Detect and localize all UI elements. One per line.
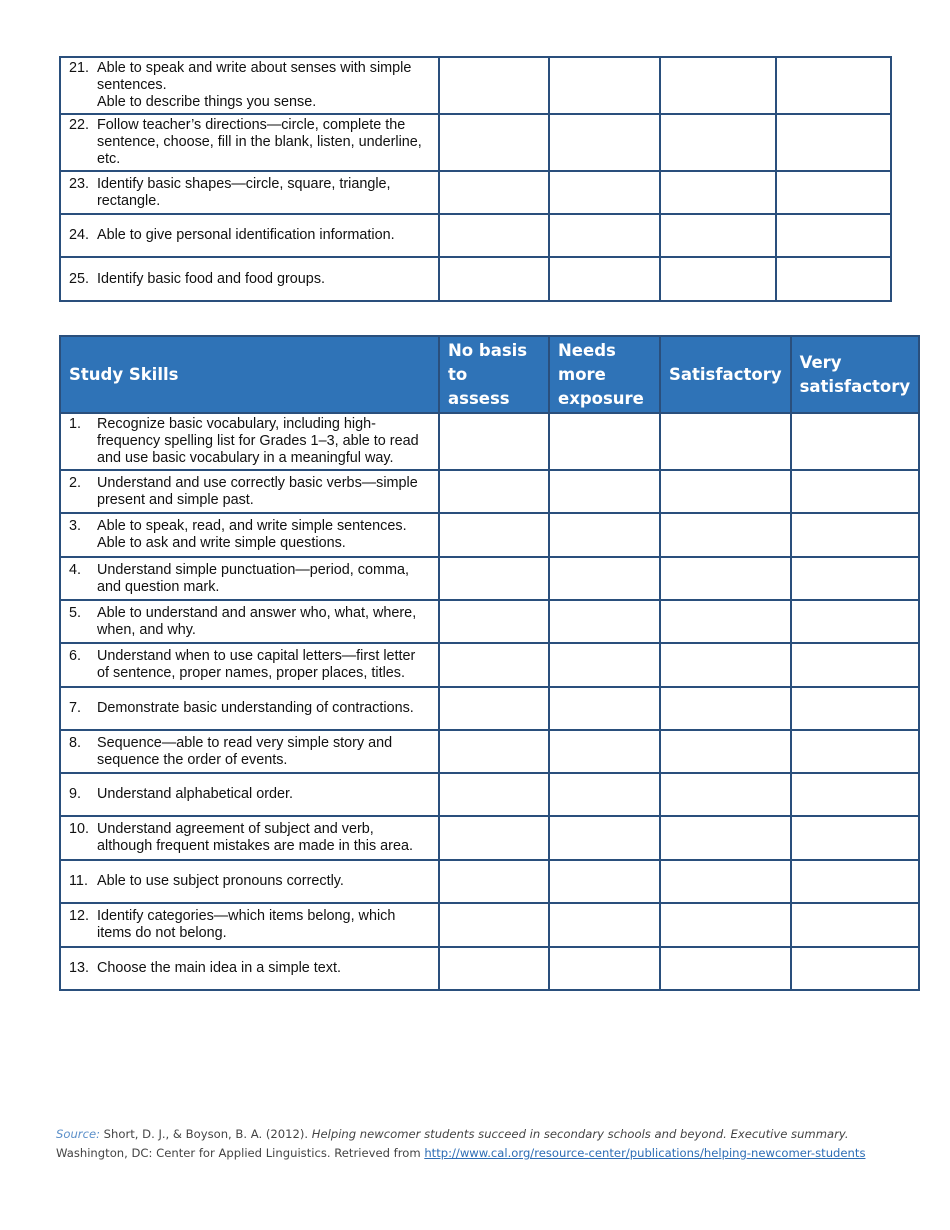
skill-text: Understand alphabetical order. [97,786,294,802]
rating-cell-no-basis[interactable] [439,513,549,557]
skill-number: 6. [69,648,82,664]
skill-text: Identify categories—which items belong, which items do not belong. [97,908,396,941]
rating-cell-satisfactory[interactable] [660,947,791,990]
study-skills-table [59,335,920,991]
rating-cell-needs-more-exposure[interactable] [549,687,660,730]
rating-cell-very-satisfactory[interactable] [791,730,920,773]
skill-description-cell [60,257,439,301]
skill-text: Understand agreement of subject and verb, although frequent mistakes are made in this area. [97,821,413,854]
rating-cell-satisfactory[interactable] [660,773,791,816]
skill-text: Sequence—able to read very simple story and sequence the order of events. [97,734,393,768]
rating-cell-very-satisfactory[interactable] [791,557,920,600]
table-row [60,557,919,600]
rating-cell-satisfactory[interactable] [660,816,791,860]
table-row [60,57,891,114]
table-row [60,171,891,214]
table-row [60,730,919,773]
rating-cell-no-basis[interactable] [439,903,549,947]
rating-cell-satisfactory[interactable] [660,257,776,301]
rating-cell-satisfactory[interactable] [660,730,791,773]
rating-cell-no-basis[interactable] [439,57,549,114]
skill-text: Recognize basic vocabulary, including high-frequency spelling list for Grades 1–3, able to read and use basic vocabulary in a meaningful way. [97,416,419,466]
rating-cell-no-basis[interactable] [439,687,549,730]
skill-description-cell [60,557,439,600]
skill-number: 4. [69,561,82,578]
rating-cell-needs-more-exposure[interactable] [549,773,660,816]
skill-number: 8. [69,734,82,751]
skill-description-cell [60,816,439,860]
rating-cell-needs-more-exposure[interactable] [549,643,660,687]
rating-cell-satisfactory[interactable] [660,643,791,687]
skill-description-cell [60,947,439,990]
rating-cell-satisfactory[interactable] [660,214,776,257]
skill-number: 24. [69,227,90,243]
skill-number: 7. [69,700,82,716]
skill-text: Able to understand and answer who, what, where, when, and why. [97,604,417,638]
table-row [60,214,891,257]
rating-cell-needs-more-exposure[interactable] [549,57,660,114]
skill-description-cell [60,171,439,214]
skill-text: Able to speak and write about senses with simple sentences. Able to describe things you sense. [97,60,412,110]
table-row [60,947,919,990]
skill-text: Identify basic food and food groups. [97,270,326,287]
table-row [60,114,891,171]
rating-cell-very-satisfactory[interactable] [791,947,920,990]
rating-cell-needs-more-exposure[interactable] [549,413,660,470]
rating-cell-no-basis[interactable] [439,600,549,643]
header-study-skills: Study Skills [60,336,439,413]
rating-cell-needs-more-exposure[interactable] [549,816,660,860]
rating-cell-needs-more-exposure[interactable] [549,557,660,600]
skill-description-cell [60,643,439,687]
rating-cell-satisfactory[interactable] [660,513,791,557]
rating-cell-very-satisfactory[interactable] [776,114,891,171]
rating-cell-needs-more-exposure[interactable] [549,257,660,301]
skill-number: 2. [69,474,82,491]
skill-description-cell [60,730,439,773]
rating-cell-satisfactory[interactable] [660,413,791,470]
skill-text: Choose the main idea in a simple text. [97,960,341,976]
rating-cell-very-satisfactory[interactable] [791,773,920,816]
skill-number: 9. [69,786,82,802]
rating-cell-no-basis[interactable] [439,214,549,257]
rating-cell-satisfactory[interactable] [660,860,791,903]
skill-description-cell [60,600,439,643]
skill-number: 12. [69,908,90,924]
rating-cell-satisfactory[interactable] [660,470,791,513]
rating-cell-satisfactory[interactable] [660,687,791,730]
rating-cell-needs-more-exposure[interactable] [549,171,660,214]
rating-cell-satisfactory[interactable] [660,903,791,947]
rating-cell-very-satisfactory[interactable] [791,860,920,903]
rating-cell-very-satisfactory[interactable] [791,687,920,730]
rating-cell-needs-more-exposure[interactable] [549,114,660,171]
rating-cell-needs-more-exposure[interactable] [549,903,660,947]
skill-description-cell [60,413,439,470]
rating-cell-needs-more-exposure[interactable] [549,730,660,773]
skill-number: 10. [69,821,90,837]
table-row [60,513,919,557]
citation-link[interactable]: http://www.cal.org/resource-center/publications/helping-newcomer-students [424,1146,866,1160]
skill-number: 22. [69,117,90,133]
skill-description-cell [60,513,439,557]
header-satisfactory: Satisfactory [660,336,791,413]
rating-cell-very-satisfactory[interactable] [776,57,891,114]
rating-cell-very-satisfactory[interactable] [791,413,920,470]
skill-number: 1. [69,416,82,432]
rating-cell-no-basis[interactable] [439,470,549,513]
rating-cell-no-basis[interactable] [439,860,549,903]
table-row [60,257,891,301]
rating-cell-very-satisfactory[interactable] [791,600,920,643]
skill-description-cell [60,687,439,730]
rating-cell-satisfactory[interactable] [660,600,791,643]
header-no-basis: No basis to assess [439,336,549,413]
table-row [60,643,919,687]
table-row [60,413,919,470]
skill-description-cell [60,773,439,816]
rating-cell-no-basis[interactable] [439,816,549,860]
skill-description-cell [60,114,439,171]
continued-skills-table [59,56,892,302]
skill-number: 5. [69,604,82,621]
rating-cell-no-basis[interactable] [439,773,549,816]
rating-cell-satisfactory[interactable] [660,57,776,114]
rating-cell-satisfactory[interactable] [660,557,791,600]
rating-cell-very-satisfactory[interactable] [791,903,920,947]
rating-cell-no-basis[interactable] [439,557,549,600]
skill-number: 13. [69,960,90,976]
rating-cell-no-basis[interactable] [439,643,549,687]
rating-cell-very-satisfactory[interactable] [791,513,920,557]
table-row [60,687,919,730]
table-row [60,903,919,947]
skill-text: Able to give personal identification information. [97,227,395,243]
table-row [60,816,919,860]
table-row [60,470,919,513]
table-row [60,600,919,643]
rating-cell-very-satisfactory[interactable] [776,257,891,301]
skill-text: Identify basic shapes—circle, square, triangle, rectangle. [97,175,391,209]
skill-text: Able to use subject pronouns correctly. [97,873,344,889]
rating-cell-satisfactory[interactable] [660,171,776,214]
skill-text: Understand simple punctuation—period, comma, and question mark. [97,561,409,595]
rating-cell-no-basis[interactable] [439,730,549,773]
source-label: Source: [56,1127,100,1141]
rating-cell-needs-more-exposure[interactable] [549,600,660,643]
skill-text: Follow teacher’s directions—circle, complete the sentence, choose, fill in the blank, listen, underline, etc. [97,117,422,167]
skill-number: 21. [69,60,90,76]
header-needs-more-exposure: Needs more exposure [549,336,660,413]
skill-number: 25. [69,270,90,287]
header-row [60,336,919,413]
skill-number: 3. [69,518,82,534]
rating-cell-needs-more-exposure[interactable] [549,860,660,903]
skill-number: 23. [69,175,90,192]
header-very-satisfactory: Very satisfactory [791,336,920,413]
rating-cell-very-satisfactory[interactable] [776,214,891,257]
rating-cell-very-satisfactory[interactable] [791,470,920,513]
rating-cell-very-satisfactory[interactable] [791,643,920,687]
rating-cell-needs-more-exposure[interactable] [549,214,660,257]
rating-cell-no-basis[interactable] [439,413,549,470]
skill-text: Able to speak, read, and write simple sentences. Able to ask and write simple questions. [97,518,407,551]
skill-description-cell [60,470,439,513]
citation-authors: Short, D. J., & Boyson, B. A. (2012). [103,1127,309,1141]
rating-cell-no-basis[interactable] [439,257,549,301]
skill-description-cell [60,214,439,257]
rating-cell-no-basis[interactable] [439,171,549,214]
skill-text: Understand and use correctly basic verbs—simple present and simple past. [97,474,418,508]
table-row [60,773,919,816]
table-row [60,860,919,903]
rating-cell-no-basis[interactable] [439,114,549,171]
skill-text: Demonstrate basic understanding of contractions. [97,700,414,716]
skill-text: Understand when to use capital letters—first letter of sentence, proper names, proper places, titles. [97,648,416,681]
skill-description-cell [60,57,439,114]
rating-cell-needs-more-exposure[interactable] [549,513,660,557]
rating-cell-satisfactory[interactable] [660,114,776,171]
rating-cell-no-basis[interactable] [439,947,549,990]
rating-cell-needs-more-exposure[interactable] [549,947,660,990]
rating-cell-very-satisfactory[interactable] [776,171,891,214]
citation-title: Helping newcomer students succeed in secondary schools and beyond. Executive summary. [311,1127,849,1141]
skill-description-cell [60,903,439,947]
source-citation [56,1125,896,1163]
skill-description-cell [60,860,439,903]
skill-number: 11. [69,873,88,889]
rating-cell-needs-more-exposure[interactable] [549,470,660,513]
citation-publisher: Washington, DC: Center for Applied Linguistics. Retrieved from [56,1146,421,1160]
rating-cell-very-satisfactory[interactable] [791,816,920,860]
